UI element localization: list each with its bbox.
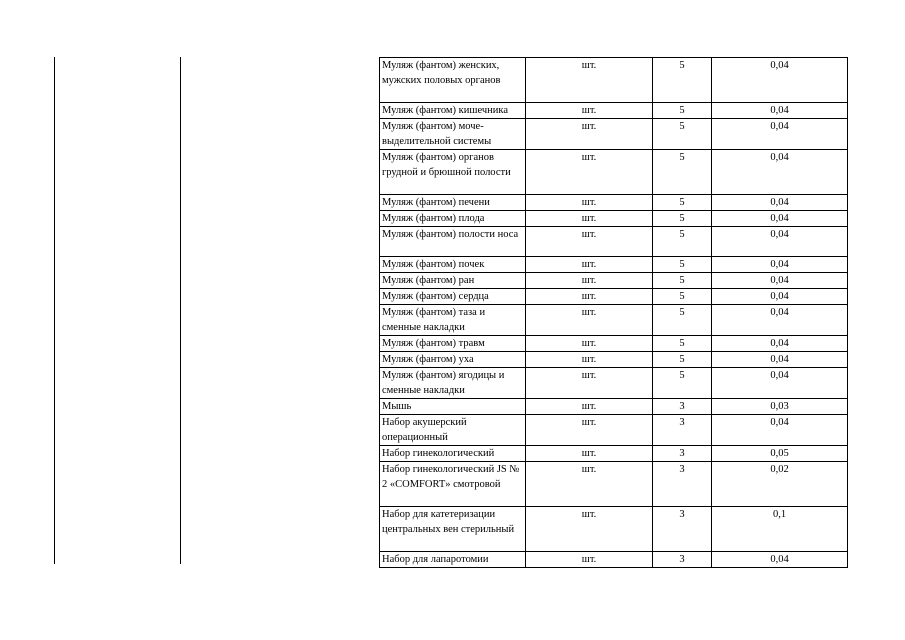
table-row	[380, 119, 848, 150]
quantity-cell: 5	[653, 227, 712, 257]
item-name-cell: Муляж (фантом) моче-выделительной системы	[380, 119, 526, 150]
item-name-cell: Муляж (фантом) таза и сменные накладки	[380, 305, 526, 336]
table-row	[380, 507, 848, 552]
table-row	[380, 227, 848, 257]
unit-cell: шт.	[526, 507, 653, 552]
unit-cell: шт.	[526, 195, 653, 211]
value-cell: 0,04	[712, 103, 848, 119]
equipment-table-body	[380, 58, 848, 568]
value-cell: 0,1	[712, 507, 848, 552]
table-row	[380, 415, 848, 446]
unit-cell: шт.	[526, 103, 653, 119]
unit-cell: шт.	[526, 150, 653, 195]
quantity-cell: 3	[653, 399, 712, 415]
item-name-cell: Набор акушерский операционный	[380, 415, 526, 446]
item-name-cell: Муляж (фантом) ран	[380, 273, 526, 289]
value-cell: 0,04	[712, 119, 848, 150]
unit-cell: шт.	[526, 257, 653, 273]
quantity-cell: 5	[653, 336, 712, 352]
table-row	[380, 103, 848, 119]
item-name-cell: Муляж (фантом) сердца	[380, 289, 526, 305]
value-cell: 0,02	[712, 462, 848, 507]
item-name-cell: Муляж (фантом) органов грудной и брюшной полости	[380, 150, 526, 195]
quantity-cell: 5	[653, 103, 712, 119]
quantity-cell: 5	[653, 257, 712, 273]
value-cell: 0,04	[712, 368, 848, 399]
value-cell: 0,04	[712, 227, 848, 257]
unit-cell: шт.	[526, 227, 653, 257]
value-cell: 0,04	[712, 150, 848, 195]
unit-cell: шт.	[526, 119, 653, 150]
table-row	[380, 257, 848, 273]
quantity-cell: 3	[653, 446, 712, 462]
item-name-cell: Муляж (фантом) печени	[380, 195, 526, 211]
value-cell: 0,04	[712, 211, 848, 227]
item-name-cell: Мышь	[380, 399, 526, 415]
item-name-cell: Муляж (фантом) травм	[380, 336, 526, 352]
unit-cell: шт.	[526, 399, 653, 415]
unit-cell: шт.	[526, 211, 653, 227]
value-cell: 0,04	[712, 195, 848, 211]
unit-cell: шт.	[526, 273, 653, 289]
unit-cell: шт.	[526, 336, 653, 352]
unit-cell: шт.	[526, 368, 653, 399]
unit-cell: шт.	[526, 289, 653, 305]
value-cell: 0,04	[712, 289, 848, 305]
unit-cell: шт.	[526, 462, 653, 507]
value-cell: 0,04	[712, 352, 848, 368]
quantity-cell: 5	[653, 273, 712, 289]
quantity-cell: 3	[653, 462, 712, 507]
quantity-cell: 3	[653, 415, 712, 446]
table-row	[380, 58, 848, 103]
unit-cell: шт.	[526, 446, 653, 462]
item-name-cell: Набор для катетеризации центральных вен стерильный	[380, 507, 526, 552]
table-row	[380, 195, 848, 211]
quantity-cell: 5	[653, 211, 712, 227]
value-cell: 0,04	[712, 415, 848, 446]
unit-cell: шт.	[526, 415, 653, 446]
item-name-cell: Набор гинекологический JS № 2 «COMFORT» смотровой	[380, 462, 526, 507]
table-row	[380, 352, 848, 368]
item-name-cell: Набор для лапаротомии	[380, 552, 526, 568]
item-name-cell: Муляж (фантом) уха	[380, 352, 526, 368]
value-cell: 0,05	[712, 446, 848, 462]
value-cell: 0,04	[712, 552, 848, 568]
quantity-cell: 3	[653, 507, 712, 552]
equipment-table	[379, 57, 848, 568]
quantity-cell: 5	[653, 119, 712, 150]
value-cell: 0,04	[712, 305, 848, 336]
quantity-cell: 5	[653, 150, 712, 195]
table-row	[380, 289, 848, 305]
table-row	[380, 150, 848, 195]
unit-cell: шт.	[526, 305, 653, 336]
value-cell: 0,04	[712, 273, 848, 289]
item-name-cell: Набор гинекологический	[380, 446, 526, 462]
quantity-cell: 5	[653, 289, 712, 305]
table-row	[380, 336, 848, 352]
value-cell: 0,04	[712, 257, 848, 273]
quantity-cell: 5	[653, 305, 712, 336]
quantity-cell: 5	[653, 58, 712, 103]
table-row	[380, 368, 848, 399]
left-margin-column-border	[54, 57, 55, 564]
table-row	[380, 552, 848, 568]
quantity-cell: 5	[653, 352, 712, 368]
table-row	[380, 211, 848, 227]
table-row	[380, 273, 848, 289]
unit-cell: шт.	[526, 552, 653, 568]
item-name-cell: Муляж (фантом) почек	[380, 257, 526, 273]
value-cell: 0,04	[712, 336, 848, 352]
quantity-cell: 5	[653, 368, 712, 399]
table-row	[380, 305, 848, 336]
unit-cell: шт.	[526, 352, 653, 368]
item-name-cell: Муляж (фантом) полости носа	[380, 227, 526, 257]
value-cell: 0,04	[712, 58, 848, 103]
quantity-cell: 5	[653, 195, 712, 211]
item-name-cell: Муляж (фантом) женских, мужских половых органов	[380, 58, 526, 103]
item-name-cell: Муляж (фантом) плода	[380, 211, 526, 227]
table-row	[380, 446, 848, 462]
quantity-cell: 3	[653, 552, 712, 568]
table-row	[380, 462, 848, 507]
value-cell: 0,03	[712, 399, 848, 415]
item-name-cell: Муляж (фантом) ягодицы и сменные накладки	[380, 368, 526, 399]
second-column-border	[180, 57, 181, 564]
item-name-cell: Муляж (фантом) кишечника	[380, 103, 526, 119]
unit-cell: шт.	[526, 58, 653, 103]
table-row	[380, 399, 848, 415]
